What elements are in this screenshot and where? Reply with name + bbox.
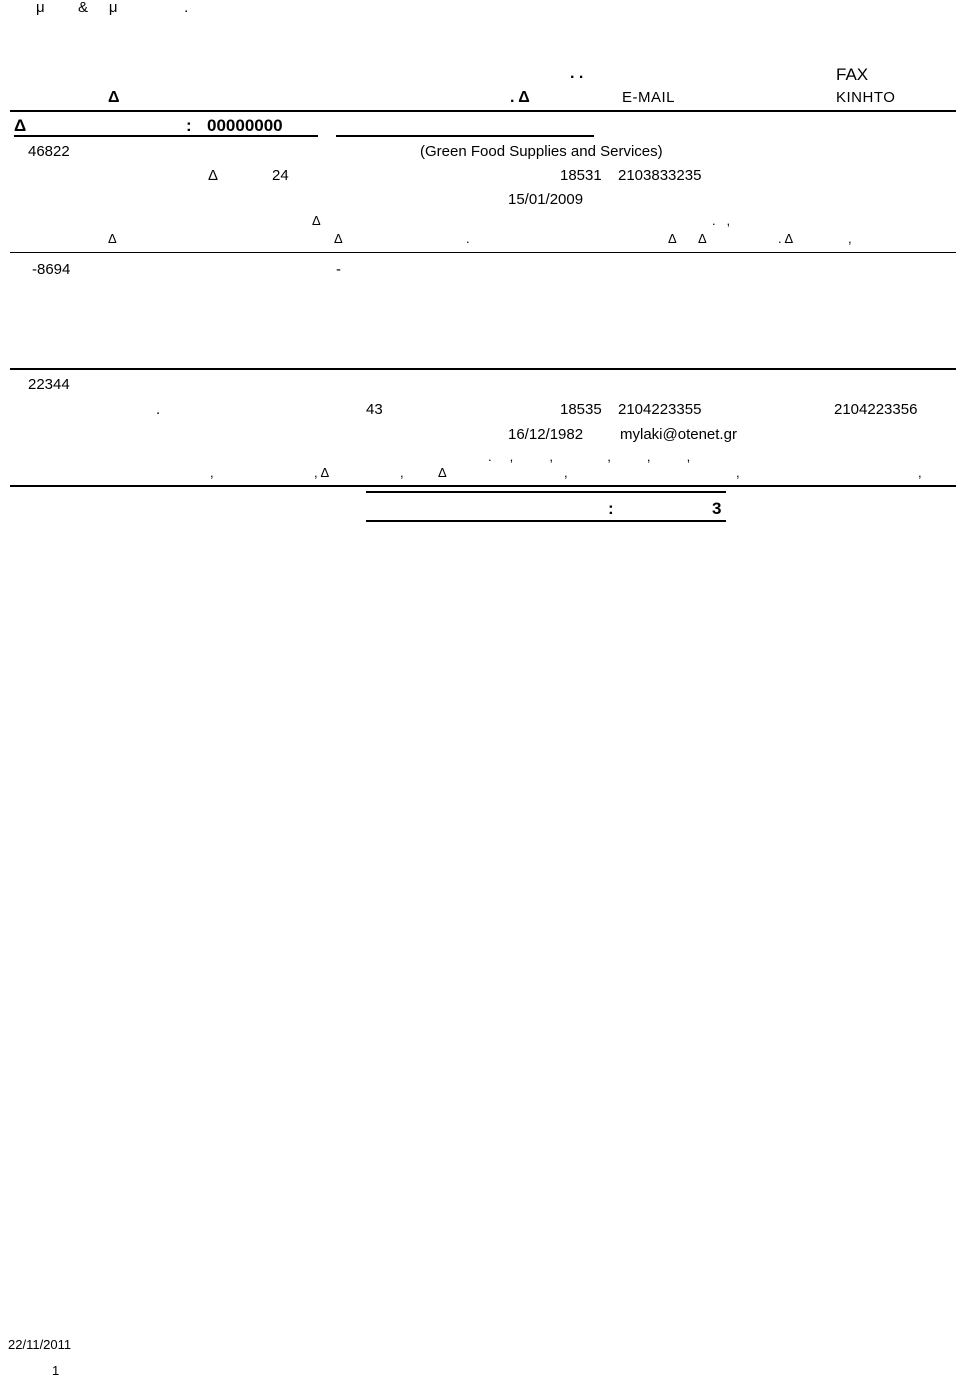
header-rule <box>10 110 956 112</box>
record2-activity-top: . , , , , , <box>488 449 691 464</box>
record2-dot: . <box>156 401 161 418</box>
record1-activity-mark: , <box>848 231 852 246</box>
record1-code: 46822 <box>28 143 70 160</box>
record1-ref-right: - <box>336 261 341 278</box>
section-rule <box>10 368 956 370</box>
total-bottom-rule <box>366 520 726 522</box>
record1-activity-mark: . Δ <box>778 231 794 246</box>
total-top-rule <box>366 491 726 493</box>
record2-email: mylaki@otenet.gr <box>620 426 737 443</box>
record2-activity-mark: , <box>918 465 922 480</box>
registry-number: 00000000 <box>207 116 283 135</box>
record2-postal-code: 18535 <box>560 401 602 418</box>
record1-phone: 2103833235 <box>618 167 702 184</box>
header-delta: Δ <box>108 89 120 106</box>
record1-activity-mark: . <box>466 231 470 246</box>
record2-activity-mark: Δ <box>438 465 447 480</box>
record2-activity-mark: , <box>736 465 740 480</box>
header-email: E-MAIL <box>622 89 676 106</box>
record2-street-no: 43 <box>366 401 383 418</box>
record1-activity-mark: Δ <box>698 231 707 246</box>
record1-activity-top-right: . , <box>712 213 731 228</box>
record2-activity-mark: , <box>400 465 404 480</box>
record2-activity-mark: , <box>564 465 568 480</box>
header-dots: . . <box>570 65 584 82</box>
record1-rule <box>10 252 956 253</box>
record1-activity-delta: Δ <box>312 213 321 228</box>
record2-activity-mark: , Δ <box>314 465 330 480</box>
header-fax: FAX <box>836 65 869 84</box>
record2-rule <box>10 485 956 487</box>
record1-addr-delta: Δ <box>208 167 219 184</box>
registry-underline-2 <box>336 135 594 137</box>
record1-activity-mark: Δ <box>108 231 117 246</box>
total-colon: : <box>608 499 614 518</box>
record1-ref-left: -8694 <box>32 261 71 278</box>
registry-underline-1 <box>14 135 318 137</box>
record1-company-name: (Green Food Supplies and Services) <box>420 143 663 160</box>
registry-label: Δ <box>14 116 27 135</box>
header-mid: . Δ <box>510 89 530 106</box>
record2-code: 22344 <box>28 376 70 393</box>
footer-date: 22/11/2011 <box>8 1337 72 1352</box>
top-line: μ & μ . <box>36 0 189 16</box>
record2-activity-mark: , <box>210 465 214 480</box>
record1-date: 15/01/2009 <box>508 191 584 208</box>
registry-colon: : <box>186 116 192 135</box>
record1-activity-mark: Δ <box>334 231 343 246</box>
record2-date: 16/12/1982 <box>508 426 584 443</box>
record2-fax: 2104223356 <box>834 401 918 418</box>
total-value: 3 <box>712 499 722 518</box>
footer-page-number: 1 <box>52 1363 60 1378</box>
record1-activity-mark: Δ <box>668 231 677 246</box>
header-mobile: KINHTO <box>836 89 896 106</box>
record2-phone: 2104223355 <box>618 401 702 418</box>
record1-postal-code: 18531 <box>560 167 602 184</box>
record1-street-no: 24 <box>272 167 289 184</box>
